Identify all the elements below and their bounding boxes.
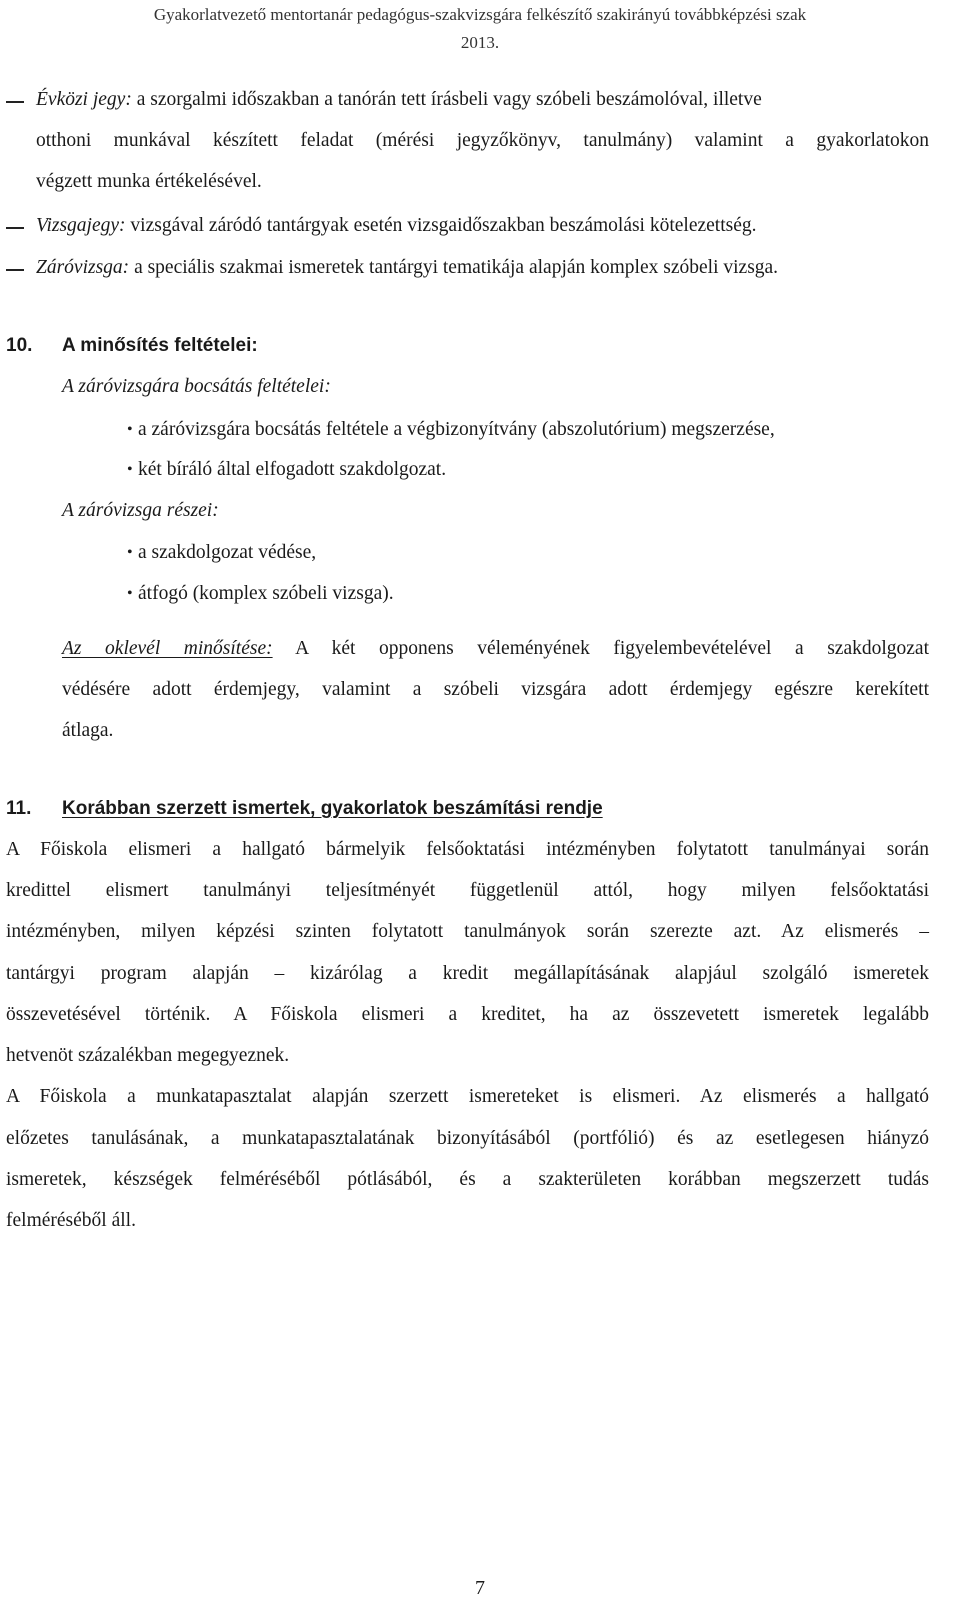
text-evkozi-1: a szorgalmi időszakban a tanórán tett írásbeli vagy szóbeli beszámolóval, illetve	[136, 89, 762, 110]
page-number: 7	[475, 1577, 485, 1599]
term-vizsgajegy: Vizsgajegy:	[36, 215, 126, 236]
bullet-item: a szakdolgozat védése,	[138, 542, 317, 563]
bullet-item: két bíráló által elfogadott szakdolgozat.	[138, 459, 447, 480]
paragraph-line: felméréséből áll.	[6, 1210, 136, 1231]
term-zarovizsga: Záróvizsga:	[36, 257, 130, 278]
diploma-line-2: védésére adott érdemjegy, valamint a szóbeli vizsgára adott érdemjegy egészre kerekített	[62, 679, 929, 700]
subheading-parts: A záróvizsga részei:	[62, 500, 219, 521]
text-evkozi-2: otthoni munkával készített feladat (mérési jegyzőkönyv, tanulmány) valamint a gyakorlatokon	[36, 130, 929, 151]
dash-bullet	[6, 269, 24, 271]
diploma-term: Az oklevél minősítése:	[62, 638, 273, 659]
bullet-icon: •	[127, 585, 133, 602]
paragraph-line: A Főiskola a munkatapasztalat alapján szerzett ismereteket is elismeri. Az elismerés a hallgató	[6, 1086, 929, 1107]
paragraph-line: A Főiskola elismeri a hallgató bármelyik felsőoktatási intézményben folytatott tanulmányai során	[6, 839, 929, 860]
bullet-icon: •	[127, 461, 133, 478]
header-year: 2013.	[460, 33, 500, 52]
section-11-number: 11.	[6, 798, 32, 819]
text-zarovizsga: a speciális szakmai ismeretek tantárgyi tematikája alapján komplex szóbeli vizsga.	[134, 257, 779, 278]
bullet-item: a záróvizsgára bocsátás feltétele a végbizonyítvány (abszolutórium) megszerzése,	[138, 419, 775, 440]
bullet-item: átfogó (komplex szóbeli vizsga).	[138, 583, 394, 604]
bullet-icon: •	[127, 544, 133, 561]
paragraph-line: tantárgyi program alapján – kizárólag a kredit megállapításának alapjául szolgáló ismeretek	[6, 963, 929, 984]
dash-bullet	[6, 227, 24, 229]
paragraph-line: ismeretek, készségek felméréséből pótlásából, és a szakterületen korábban megszerzett tudás	[6, 1169, 929, 1190]
diploma-line-3: átlaga.	[62, 720, 114, 741]
paragraph-line: előzetes tanulásának, a munkatapasztalatának bizonyításából (portfólió) és az esetlegesen hiányzó	[6, 1128, 929, 1149]
subheading-conditions: A záróvizsgára bocsátás feltételei:	[62, 376, 331, 397]
paragraph-line: hetvenöt százalékban megegyeznek.	[6, 1045, 290, 1066]
paragraph-line: összevetésével történik. A Főiskola elismeri a kreditet, ha az összevetett ismeretek legalább	[6, 1004, 929, 1025]
list-item-vizsgajegy	[36, 212, 757, 240]
list-item-zarovizsga	[36, 254, 778, 282]
section-10-title: A minősítés feltételei:	[62, 335, 258, 356]
term-evkozi: Évközi jegy:	[36, 89, 132, 110]
diploma-text-1: A két opponens véleményének figyelembevételével a szakdolgozat	[295, 638, 929, 659]
bullet-icon: •	[127, 421, 133, 438]
list-item-evkozi	[36, 86, 762, 114]
diploma-line-1	[62, 635, 929, 663]
section-11-title: Korábban szerzett ismertek, gyakorlatok beszámítási rendje	[62, 798, 603, 819]
section-10-number: 10.	[6, 335, 33, 356]
text-evkozi-3: végzett munka értékelésével.	[36, 171, 262, 192]
paragraph-line: intézményben, milyen képzési szinten folytatott tanulmányok során szerezte azt. Az elismerés –	[6, 921, 929, 942]
header-title: Gyakorlatvezető mentortanár pedagógus-szakvizsgára felkészítő szakirányú továbbképzési szak	[153, 5, 807, 24]
dash-bullet	[6, 101, 24, 103]
text-vizsgajegy: vizsgával záródó tantárgyak esetén vizsgaidőszakban beszámolási kötelezettség.	[130, 215, 757, 236]
paragraph-line: kredittel elismert tanulmányi teljesítményét függetlenül attól, hogy milyen felsőoktatási	[6, 880, 929, 901]
